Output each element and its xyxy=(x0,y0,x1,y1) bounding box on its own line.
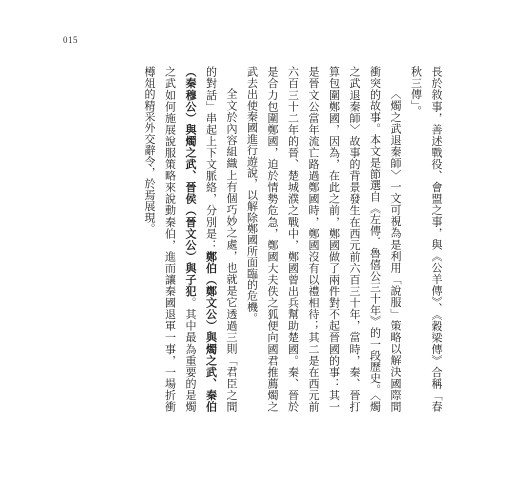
paragraph xyxy=(405,66,446,412)
paragraph-text: 〈燭之武退秦師〉一文可視為是利用「說服」策略以解決國際間衝突的故事。本文是節選自《左傳．魯僖公三十年》的一段歷史。〈燭之武退秦師〉故事的背景發生在西元前六百三十年，當時，秦、晉打算包圍鄭國，因為，在此之前，鄭國做了兩件對不起晉國的事：其一是晉文公當年流亡路過鄭國時，鄭國沒有以禮相待；其二是在西元前六百三十二年的晉、楚城濮之戰中，鄭國曾出兵幫助楚國。秦、晉於是合力包圍鄭國，迫於情勢危急，鄭國大夫佚之狐便向國君推薦燭之武去出使秦國進行遊說，以解除鄭國所面臨的危機。 xyxy=(245,66,402,412)
paragraph-text: 全文於內容組織上有個巧妙之處，也就是它透過三則「君臣之間的對話」串起上下文脈絡，分別是： xyxy=(204,66,238,412)
paragraph-text: 長於敘事，善述戰役、會盟之事，與《公羊傳》、《穀梁傳》合稱「春秋三傳」。 xyxy=(409,66,443,412)
paragraph xyxy=(241,66,405,412)
emphasized-text: 鄭伯（鄭文公）與燭之武、秦伯（秦穆公）與燭之武、晉侯（晉文公）與子犯 xyxy=(184,66,218,412)
paragraph-text: 。其中最為重要的是燭之武如何施展說服策略來說動秦伯，進而讓秦國退軍一事，一場折衝樽俎的精采外交辭令，於焉展現。 xyxy=(143,66,197,413)
body-text xyxy=(143,66,446,413)
page-number: 015 xyxy=(63,35,78,45)
paragraph xyxy=(139,66,242,412)
